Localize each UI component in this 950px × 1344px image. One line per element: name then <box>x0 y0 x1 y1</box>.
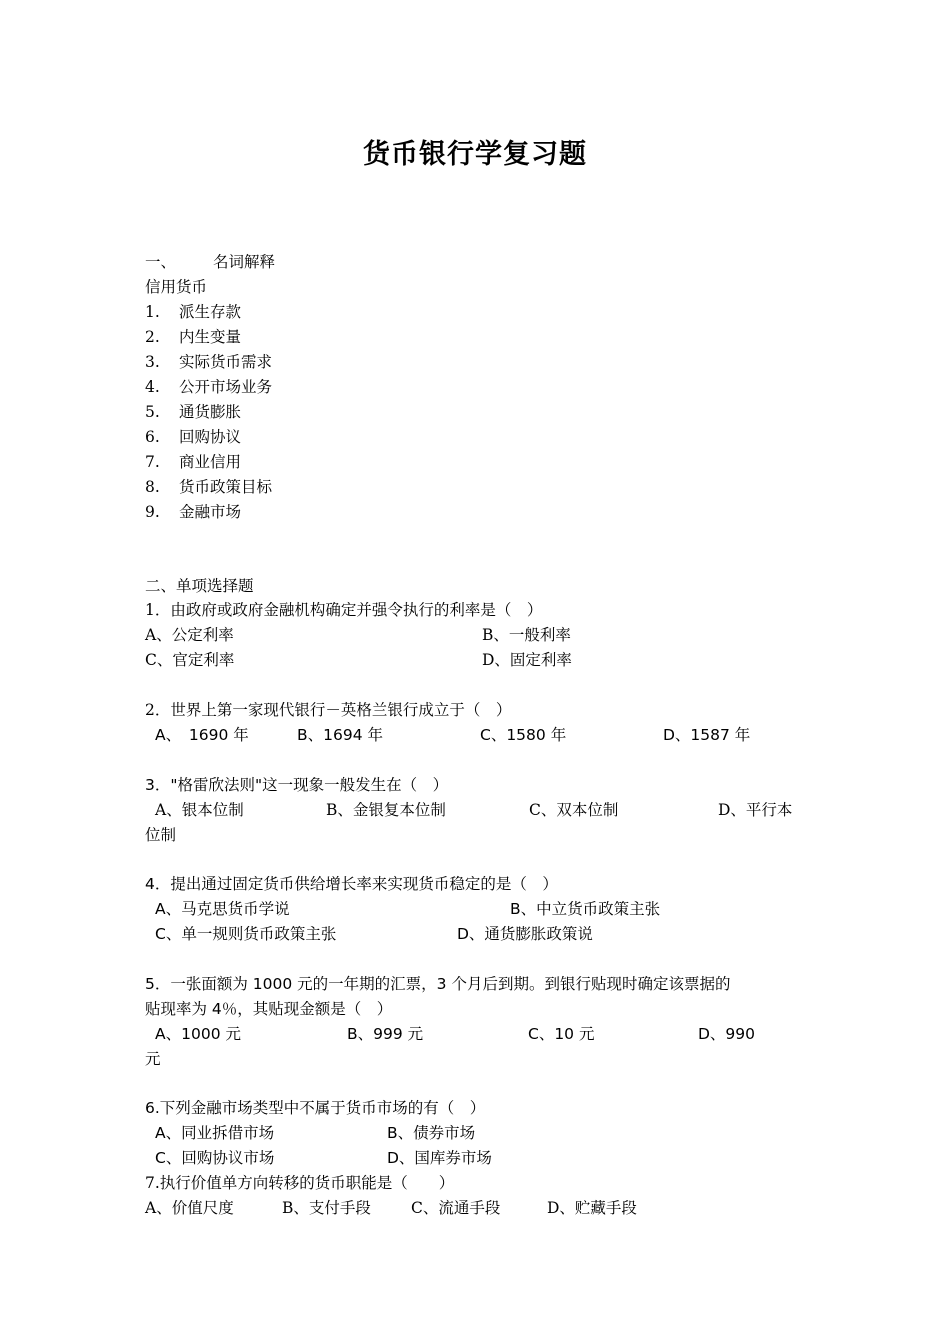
section1-heading <box>145 250 275 274</box>
term-number: 1. <box>145 303 160 321</box>
question-6-option-d: D、国库券市场 <box>387 1149 492 1167</box>
term-number: 4. <box>145 378 160 396</box>
question-2-stem: 2．世界上第一家现代银行－英格兰银行成立于（ ） <box>145 701 512 719</box>
question-5-option-a: A、1000 元 <box>155 1025 241 1043</box>
term-item <box>145 475 272 499</box>
question-6-option-c: C、回购协议市场 <box>155 1149 275 1167</box>
question-7-option-b: B、支付手段 <box>282 1199 371 1217</box>
term-number: 7. <box>145 453 160 471</box>
section2-heading: 二、单项选择题 <box>145 577 254 595</box>
question-5-option-c: C、10 元 <box>528 1025 595 1043</box>
term-text: 通货膨胀 <box>179 403 242 421</box>
term-item <box>145 350 272 374</box>
term-text: 金融市场 <box>179 503 242 521</box>
term-number: 2. <box>145 328 160 346</box>
term-item <box>145 400 241 424</box>
question-4-option-c: C、单一规则货币政策主张 <box>155 925 337 943</box>
question-7-option-c: C、流通手段 <box>411 1199 501 1217</box>
term-number: 8. <box>145 478 160 496</box>
question-6-option-b: B、债券市场 <box>387 1124 476 1142</box>
question-7-option-d: D、贮藏手段 <box>547 1199 637 1217</box>
term-text: 实际货币需求 <box>179 353 273 371</box>
question-1-option-d: D、固定利率 <box>482 651 572 669</box>
question-7-stem: 7.执行价值单方向转移的货币职能是（ ） <box>145 1174 455 1192</box>
question-3-option-b: B、金银复本位制 <box>326 801 446 819</box>
term-text: 派生存款 <box>179 303 242 321</box>
question-5-stem-line2: 贴现率为 4％，其贴现金额是（ ） <box>145 1000 393 1018</box>
question-3-option-c: C、双本位制 <box>529 801 619 819</box>
question-4-option-b: B、中立货币政策主张 <box>510 900 661 918</box>
question-3-option-d: D、平行本 <box>718 801 793 819</box>
term-item <box>145 325 241 349</box>
section1-heading-num: 一、 <box>145 253 177 271</box>
section1-heading-text: 名词解释 <box>213 253 276 271</box>
term-text: 货币政策目标 <box>179 478 273 496</box>
question-6-option-a: A、同业拆借市场 <box>155 1124 275 1142</box>
question-1-option-c: C、官定利率 <box>145 651 235 669</box>
term-text: 回购协议 <box>179 428 242 446</box>
term-item <box>145 425 241 449</box>
question-4-option-d: D、通货膨胀政策说 <box>457 925 593 943</box>
question-4-stem: 4．提出通过固定货币供给增长率来实现货币稳定的是（ ） <box>145 875 558 893</box>
term-text: 内生变量 <box>179 328 242 346</box>
question-5-stem-line1: 5．一张面额为 1000 元的一年期的汇票，3 个月后到期。到银行贴现时确定该票据的 <box>145 975 731 993</box>
question-2-option-c: C、1580 年 <box>480 726 567 744</box>
question-1-stem: 1．由政府或政府金融机构确定并强令执行的利率是（ ） <box>145 601 543 619</box>
question-4-option-a: A、马克思货币学说 <box>155 900 290 918</box>
question-3-option-d-wrap: 位制 <box>145 826 177 844</box>
term-text: 商业信用 <box>179 453 242 471</box>
term-item <box>145 450 241 474</box>
question-2-option-b: B、1694 年 <box>297 726 384 744</box>
question-3-option-a: A、银本位制 <box>155 801 244 819</box>
question-5-option-b: B、999 元 <box>347 1025 424 1043</box>
term-number: 3. <box>145 353 160 371</box>
question-1-option-a: A、公定利率 <box>145 626 234 644</box>
question-5-option-d-wrap: 元 <box>145 1050 161 1068</box>
term-item <box>145 375 272 399</box>
question-5-option-d: D、990 <box>698 1025 756 1043</box>
term-text: 公开市场业务 <box>179 378 273 396</box>
term-item <box>145 500 241 524</box>
term-number: 9. <box>145 503 160 521</box>
term-number: 6. <box>145 428 160 446</box>
question-7-option-a: A、价值尺度 <box>145 1199 234 1217</box>
question-2-option-d: D、1587 年 <box>663 726 751 744</box>
term-item <box>145 300 241 324</box>
question-3-stem: 3．"格雷欣法则"这一现象一般发生在（ ） <box>145 776 449 794</box>
question-1-option-b: B、一般利率 <box>482 626 571 644</box>
term-number: 5. <box>145 403 160 421</box>
document-title: 货币银行学复习题 <box>363 139 587 170</box>
question-6-stem: 6.下列金融市场类型中不属于货币市场的有（ ） <box>145 1099 486 1117</box>
question-2-option-a: A、 1690 年 <box>155 726 249 744</box>
term-item: 信用货币 <box>145 278 208 296</box>
